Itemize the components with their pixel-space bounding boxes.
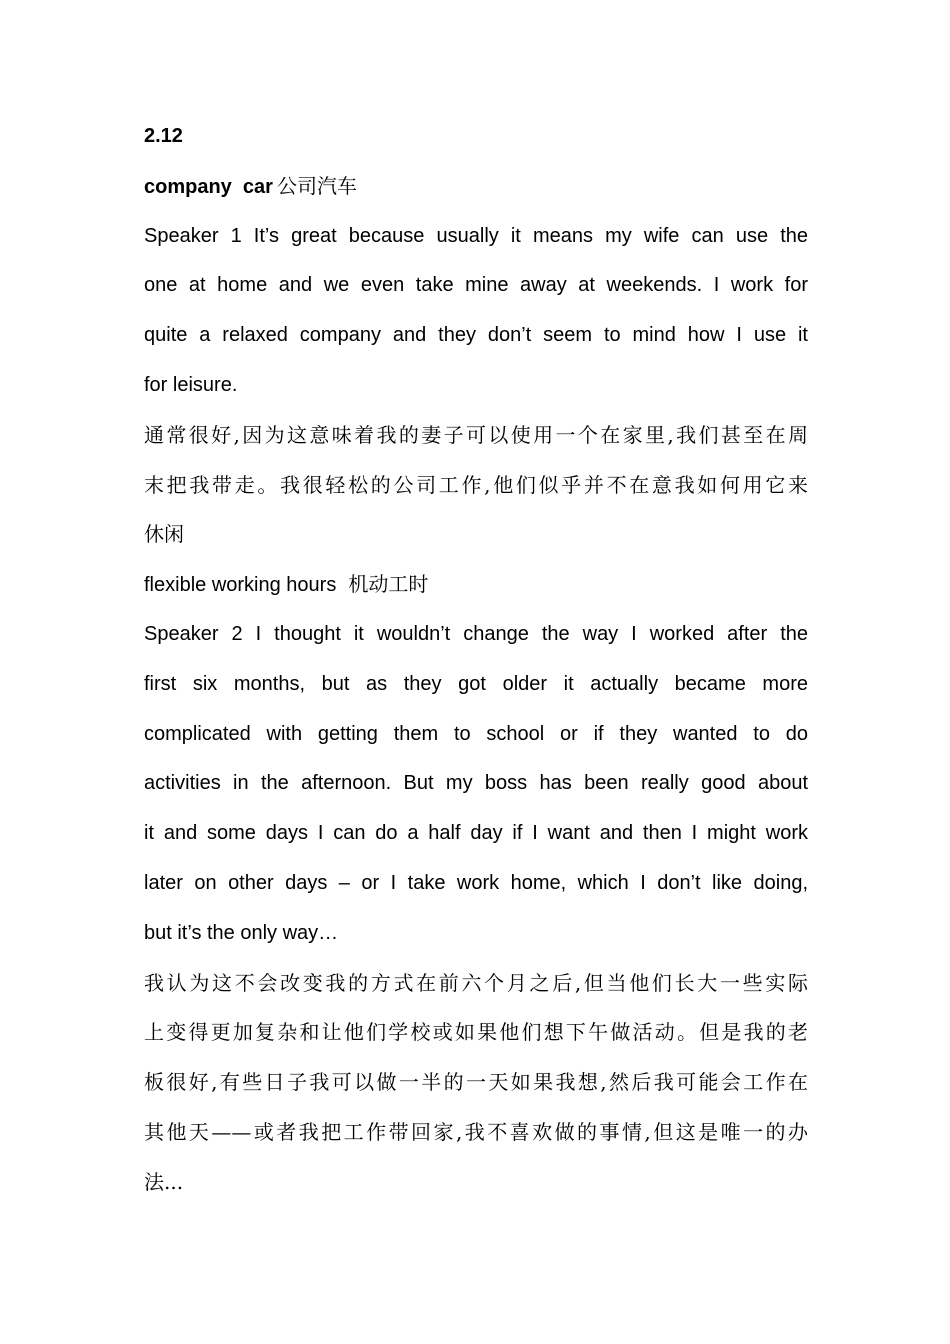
term-heading-company-car xyxy=(144,162,808,212)
speaker1-line: Speaker 1 It’s great because usually it means my wife can use the xyxy=(144,224,808,247)
speaker1-translation-line: 休闲 xyxy=(144,522,184,547)
speaker2-line: first six months, but as they got older it actually became more xyxy=(144,672,808,695)
speaker1-line: one at home and we even take mine away at weekends. I work for xyxy=(144,274,808,297)
speaker2-translation-line: 板很好,有些日子我可以做一半的一天如果我想,然后我可能会工作在 xyxy=(144,1070,808,1095)
term-chinese: 机动工时 xyxy=(348,572,429,597)
section-number: 2.12 xyxy=(144,125,183,147)
speaker1-line: for leisure. xyxy=(144,373,238,396)
term-english: company car xyxy=(144,175,273,198)
term-heading-flexible-hours xyxy=(144,560,808,610)
document-body xyxy=(144,112,808,1208)
speaker2-translation-line: 其他天——或者我把工作带回家,我不喜欢做的事情,但这是唯一的办 xyxy=(144,1119,808,1144)
speaker1-translation-line: 通常很好,因为这意味着我的妻子可以使用一个在家里,我们甚至在周 xyxy=(144,422,808,447)
speaker1-translation-line: 末把我带走。我很轻松的公司工作,他们似乎并不在意我如何用它来 xyxy=(144,472,808,497)
speaker2-line: later on other days – or I take work home, which I don’t like doing, xyxy=(144,871,808,894)
speaker1-line: quite a relaxed company and they don’t seem to mind how I use it xyxy=(144,324,808,347)
speaker2-translation-line: 我认为这不会改变我的方式在前六个月之后,但当他们长大一些实际 xyxy=(144,970,808,995)
term-english: flexible working hours xyxy=(144,574,337,597)
speaker2-line: activities in the afternoon. But my boss has been really good about xyxy=(144,772,808,795)
speaker2-translation-line: 法... xyxy=(144,1169,184,1194)
speaker2-line: complicated with getting them to school or if they wanted to do xyxy=(144,722,808,745)
speaker2-line: it and some days I can do a half day if I want and then I might work xyxy=(144,822,808,845)
speaker2-translation-line: 上变得更加复杂和让他们学校或如果他们想下午做活动。但是我的老 xyxy=(144,1020,808,1045)
term-chinese: 公司汽车 xyxy=(276,173,357,198)
speaker2-line: Speaker 2 I thought it wouldn’t change the way I worked after the xyxy=(144,622,808,645)
speaker2-line: but it’s the only way… xyxy=(144,921,339,944)
